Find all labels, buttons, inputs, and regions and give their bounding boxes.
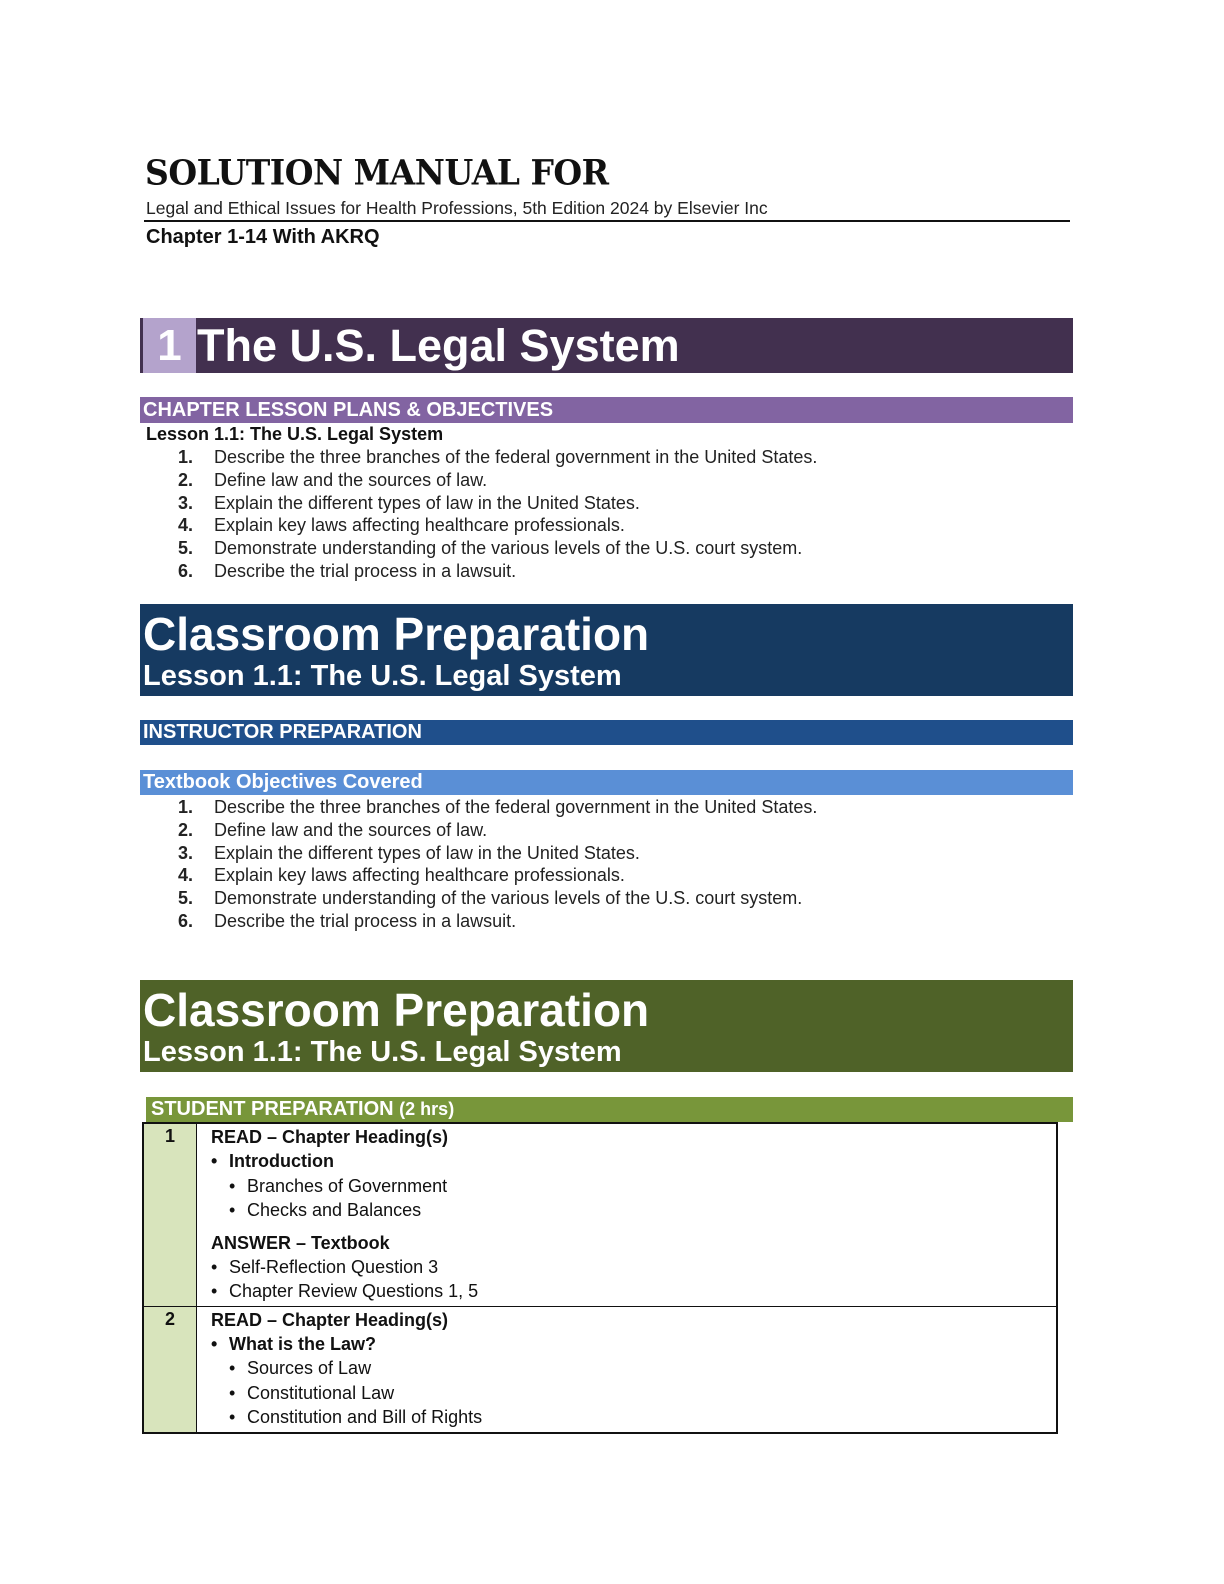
bullet-icon: • [229, 1358, 236, 1378]
row-content [197, 1306, 1058, 1433]
bullet-icon: • [211, 1333, 218, 1354]
bullet-icon: • [211, 1256, 218, 1277]
bullet-icon: • [229, 1382, 236, 1403]
list-item: 6. Describe the trial process in a lawsuit. [178, 910, 517, 931]
bullet-icon: • [229, 1200, 236, 1220]
student-preparation-hours: (2 hrs) [399, 1099, 455, 1119]
list-item: • Chapter Review Questions 1, 5 [211, 1279, 1056, 1304]
list-item: 3. Explain the different types of law in the United States. [178, 842, 640, 863]
classroom-preparation-banner-student [140, 980, 1073, 1072]
lesson-objectives-header: CHAPTER LESSON PLANS & OBJECTIVES [140, 397, 1073, 423]
list-item: • Checks and Balances [211, 1198, 1056, 1223]
chapter-banner [140, 318, 1073, 373]
list-item: • Branches of Government [211, 1174, 1056, 1199]
student-preparation-header [146, 1097, 1073, 1122]
chapter-range: Chapter 1-14 With AKRQ [146, 226, 380, 248]
list-item: 5. Demonstrate understanding of the various levels of the U.S. court system. [178, 888, 803, 909]
list-item: • Self-Reflection Question 3 [211, 1255, 1056, 1280]
banner-subtitle: Lesson 1.1: The U.S. Legal System [143, 1036, 622, 1068]
banner-title: Classroom Preparation [143, 608, 650, 660]
list-item: 3. Explain the different types of law in the United States. [178, 492, 640, 513]
banner-subtitle: Lesson 1.1: The U.S. Legal System [143, 660, 622, 692]
list-item: 5. Demonstrate understanding of the various levels of the U.S. court system. [178, 538, 803, 559]
answer-heading: ANSWER – Textbook [211, 1232, 390, 1253]
bullet-icon: • [211, 1281, 218, 1301]
table-row [143, 1306, 1057, 1433]
row-number: 2 [143, 1306, 197, 1433]
list-item: 1. Describe the three branches of the federal government in the United States. [178, 797, 818, 817]
instructor-preparation-header: INSTRUCTOR PREPARATION [140, 720, 1073, 745]
document-title: SOLUTION MANUAL FOR [145, 152, 609, 193]
list-item: 4. Explain key laws affecting healthcare professionals. [178, 515, 625, 536]
banner-title: Classroom Preparation [143, 984, 650, 1036]
chapter-number: 1 [143, 318, 196, 373]
list-item: 1. Describe the three branches of the federal government in the United States. [178, 447, 818, 467]
textbook-objectives-header: Textbook Objectives Covered [140, 770, 1073, 795]
list-item: 2. Define law and the sources of law. [178, 819, 488, 840]
list-item: 2. Define law and the sources of law. [178, 469, 488, 490]
title-divider [144, 220, 1070, 222]
bullet-icon: • [229, 1407, 236, 1427]
chapter-title: The U.S. Legal System [197, 320, 680, 371]
read-heading: READ – Chapter Heading(s) [211, 1309, 449, 1330]
list-item: • What is the Law? [211, 1332, 1056, 1357]
list-item: 6. Describe the trial process in a lawsuit. [178, 560, 517, 581]
bullet-icon: • [211, 1151, 218, 1171]
list-item: 4. Explain key laws affecting healthcare professionals. [178, 865, 625, 886]
classroom-preparation-banner [140, 604, 1073, 696]
list-item: • Introduction [211, 1149, 1056, 1174]
lesson-heading: Lesson 1.1: The U.S. Legal System [146, 424, 444, 444]
list-item: • Constitutional Law [211, 1381, 1056, 1406]
list-item: • Constitution and Bill of Rights [211, 1405, 1056, 1430]
student-preparation-label: STUDENT PREPARATION [151, 1098, 394, 1120]
row-number: 1 [143, 1123, 197, 1306]
table-row [143, 1123, 1057, 1306]
list-item: • Sources of Law [211, 1356, 1056, 1381]
textbook-objectives-list [172, 796, 1072, 933]
student-preparation-table [142, 1122, 1058, 1434]
row-content [197, 1123, 1058, 1306]
objectives-list [172, 446, 1072, 583]
document-subtitle: Legal and Ethical Issues for Health Professions, 5th Edition 2024 by Elsevier Inc [146, 198, 768, 218]
bullet-icon: • [229, 1175, 236, 1196]
read-heading: READ – Chapter Heading(s) [211, 1127, 449, 1147]
